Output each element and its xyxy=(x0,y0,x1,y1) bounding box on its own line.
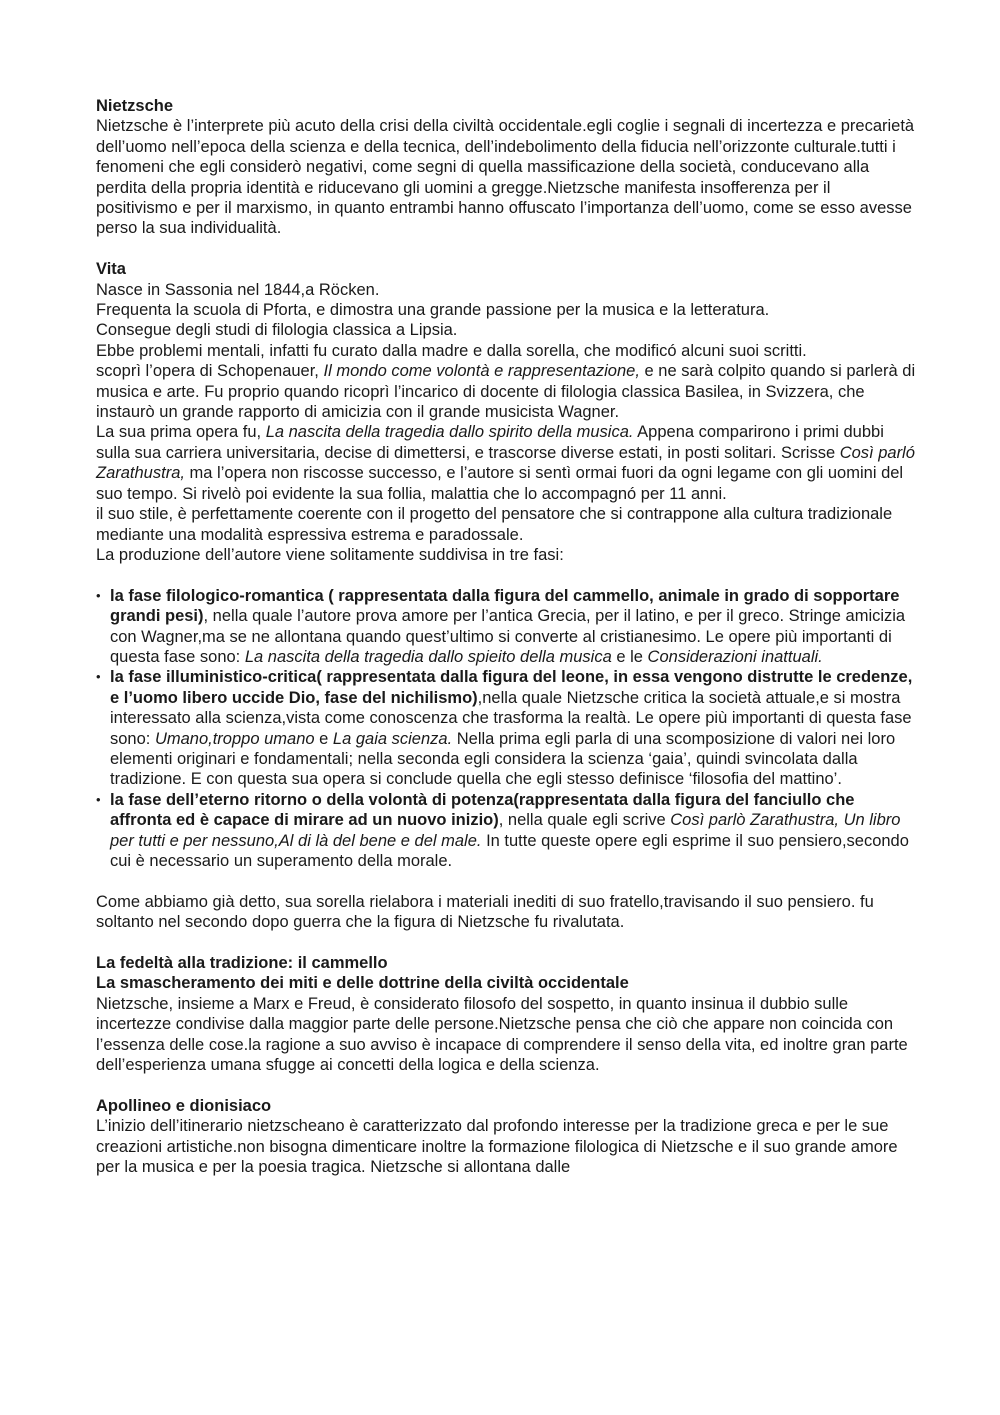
section-heading-cammello: La fedeltà alla tradizione: il cammello xyxy=(96,954,388,972)
italic-text: Il mondo come volontà e rappresentazione, xyxy=(323,362,640,381)
vita-paragraph: La produzione dell’autore viene solitamente suddivisa in tre fasi: xyxy=(96,545,564,564)
vita-paragraph: Frequenta la scuola di Pforta, e dimostra una grande passione per la musica e la letteratura. xyxy=(96,301,770,320)
text-segment: e le xyxy=(611,647,648,666)
list-item xyxy=(96,790,916,872)
phase-text xyxy=(110,791,909,870)
list-item xyxy=(96,667,916,789)
phase-text xyxy=(110,668,912,788)
section-heading-vita: Vita xyxy=(96,260,126,279)
text-segment: , nella quale l’autore prova amore per l’antica Grecia, per il latino, e per il greco. Stringe amicizia con Wagner,ma se ne allontana quando quest’ultimo si converte al cristianesimo. Le opere più importanti di questa fase sono: xyxy=(110,607,906,666)
page-title: Nietzsche xyxy=(96,97,174,115)
italic-text: Considerazioni inattuali. xyxy=(647,647,823,666)
text-segment: ,nella quale Nietzsche critica la società attuale,e si mostra interessato alla scienza,vista come conoscenza che trasforma la realtà. Le opere più importanti di questa fase sono: xyxy=(110,688,912,748)
text-segment: Appena comparirono i primi dubbi sulla sua carriera universitaria, decise di dimettersi, e trascorse diverse estati, in posti solitari. Scrisse xyxy=(96,423,884,462)
text-segment: e ne sarà colpito quando si parlerà di musica e arte. Fu proprio quando ricoprì l’incarico di docente di filologia classica Basilea, in Svizzera, che instaurò un grande rapporto di amicizia con il grande musicista Wagner. xyxy=(96,362,916,422)
apollineo-paragraph: L’inizio dell’itinerario nietzscheano è caratterizzato dal profondo interesse per la tradizione greca e per le sue creazioni artistiche.non bisogna dimenticare inoltre la formazione filologica di Nietzsche e il suo grande amore per la musica e per la poesia tragica. Nietzsche si allontana dalle xyxy=(96,1117,898,1177)
intro-paragraph: Nietzsche è l’interprete più acuto della crisi della civiltà occidentale.egli coglie i segnali di incertezza e precarietà dell’uomo nell’epoca della scienza e della tecnica, dell’indebolimento della fiducia nell’orizzonte culturale.tutti i fenomeni che egli considerò negativi, come segni di quella massificazione della società, conducevano alla perdita della propria identità e riducevano gli uomini a gregge.Nietzsche manifesta insofferenza per il positivismo e per il marxismo, in quanto entrambi hanno offuscato l’importanza dell’uomo, come se esso avesse perso la sua individualità. xyxy=(96,117,915,238)
vita-paragraph: il suo stile, è perfettamente coerente con il progetto del pensatore che si contrappone alla cultura tradizionale mediante una modalità espressiva estrema e paradossale. xyxy=(96,505,893,544)
phases-list xyxy=(96,586,916,872)
spacer xyxy=(96,239,916,259)
spacer xyxy=(96,565,916,585)
text-segment: e xyxy=(314,729,333,748)
vita-paragraph: Ebbe problemi mentali, infatti fu curato dalla madre e dalla sorella, che modificó alcuni suoi scritti. xyxy=(96,341,807,360)
bullet-icon: • xyxy=(96,791,101,807)
list-item xyxy=(96,586,916,668)
text-segment: In tutte queste opere egli esprime il suo pensiero,secondo cui è necessario un superamento della morale. xyxy=(110,831,909,870)
phase-text xyxy=(110,587,905,666)
cammello-paragraph: Nietzsche, insieme a Marx e Freud, è considerato filosofo del sospetto, in quanto insinua il dubbio sulle incertezze condivise dalla maggior parte delle persone.Nietzsche pensa che ciò che appare non coincida con l’essenza delle cose.la ragione a suo avviso è incapace di comprendere il senso della vita, ed inoltre gran parte dell’esperienza umana sfugge ai concetti della logica e della scienza. xyxy=(96,994,908,1075)
text-segment: Nella prima egli parla di una scomposizione di valori nei loro elementi originari e fondamentali; nella seconda egli considera la scienza ‘gaia’, quindi svincolata dalla tradizione. E con questa sua opera si conclude quella che egli stesso definisce ‘filosofia del mattino’. xyxy=(110,729,896,789)
text-segment: scoprì l’opera di Schopenauer, xyxy=(96,362,324,381)
text-segment: , nella quale egli scrive xyxy=(498,811,671,830)
italic-text: La nascita della tragedia dallo spieito della musica xyxy=(244,647,612,666)
bold-text: la fase dell’eterno ritorno o della volontà di potenza(rappresentata dalla figura del fanciullo che affronta ed è capace di mirare ad un nuovo inizio) xyxy=(110,790,855,830)
italic-text: La nascita della tragedia dallo spirito della musica. xyxy=(265,423,634,442)
text-segment: ma l’opera non riscosse successo, e l’autore si sentì ormai fuori da ogni legame con gli uomini del suo tempo. Si rivelò poi evidente la sua follia, malattia che lo accompagnó per 11 anni. xyxy=(96,464,904,503)
vita-paragraph: Consegue degli studi di filologia classica a Lipsia. xyxy=(96,321,458,340)
vita-paragraph: Nasce in Sassonia nel 1844,a Röcken. xyxy=(96,280,380,299)
spacer xyxy=(96,933,916,953)
vita-paragraph-prima-opera xyxy=(96,422,916,504)
bold-text: la fase filologico-romantica ( rappresentata dalla figura del cammello, animale in grado di sopportare grandi pesi) xyxy=(110,586,900,626)
after-phases-paragraph: Come abbiamo già detto, sua sorella rielabora i materiali inediti di suo fratello,travisando il suo pensiero. fu soltanto nel secondo dopo guerra che la figura di Nietzsche fu rivalutata. xyxy=(96,892,874,932)
section-heading-apollineo: Apollineo e dionisiaco xyxy=(96,1096,272,1115)
italic-text: La gaia scienza. xyxy=(332,729,453,748)
section-subheading-smascheramento: La smascheramento dei miti e delle dottrine della civiltà occidentale xyxy=(96,974,629,993)
document-page xyxy=(96,96,916,1177)
bullet-icon: • xyxy=(96,587,101,603)
italic-text: Umano,troppo umano xyxy=(154,729,315,748)
italic-text: Così parlò Zarathustra, Un libro per tutti e per nessuno,Al di là del bene e del male. xyxy=(110,811,901,850)
vita-paragraph-schopenauer xyxy=(96,361,916,422)
text-segment: La sua prima opera fu, xyxy=(96,423,266,442)
bold-text: la fase illuministico-critica( rappresentata dalla figura del leone, in essa vengono distrutte le credenze, e l’uomo libero uccide Dio, fase del nichilismo) xyxy=(110,668,913,707)
spacer xyxy=(96,1075,916,1095)
italic-text: Così parló Zarathustra, xyxy=(96,443,915,483)
spacer xyxy=(96,871,916,891)
bullet-icon: • xyxy=(96,669,101,685)
